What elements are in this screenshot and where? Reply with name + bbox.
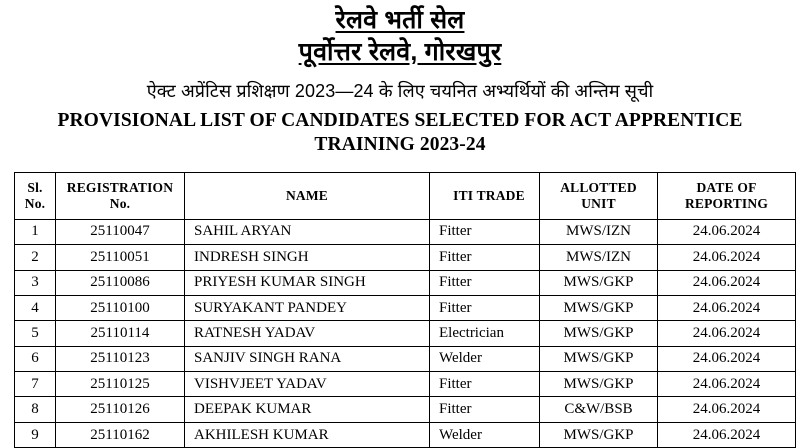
cell-sl: 7 [15, 372, 56, 397]
cell-name: VISHVJEET YADAV [185, 372, 430, 397]
cell-sl: 9 [15, 422, 56, 447]
cell-allotted-unit: MWS/IZN [540, 245, 658, 270]
table-header [15, 172, 796, 219]
cell-name: DEEPAK KUMAR [185, 397, 430, 422]
cell-iti-trade: Electrician [430, 321, 540, 346]
column-header-registration-sub: No. [109, 195, 131, 211]
cell-allotted-unit: MWS/GKP [540, 295, 658, 320]
cell-name: SURYAKANT PANDEY [185, 295, 430, 320]
cell-allotted-unit: MWS/GKP [540, 270, 658, 295]
cell-registration: 25110114 [56, 321, 185, 346]
column-header-iti-trade: ITI TRADE [430, 172, 540, 219]
table-row [15, 372, 796, 397]
table-header-row [15, 172, 796, 219]
table-row [15, 219, 796, 244]
cell-date-of-reporting: 24.06.2024 [658, 295, 796, 320]
table-row [15, 321, 796, 346]
column-header-date-of-reporting [658, 172, 796, 219]
cell-registration: 25110126 [56, 397, 185, 422]
hindi-title-line2: पूर्वोत्तर रेलवे, गोरखपुर [298, 37, 502, 66]
document-header [14, 6, 786, 158]
cell-registration: 25110162 [56, 422, 185, 447]
english-title [14, 109, 786, 158]
column-header-allotted-unit-label: ALLOTTED [560, 179, 637, 195]
table-row [15, 422, 796, 447]
column-header-registration [56, 172, 185, 219]
cell-allotted-unit: MWS/GKP [540, 321, 658, 346]
english-title-line2: TRAINING 2023-24 [314, 134, 486, 156]
cell-iti-trade: Fitter [430, 372, 540, 397]
column-header-sl [15, 172, 56, 219]
cell-sl: 8 [15, 397, 56, 422]
cell-date-of-reporting: 24.06.2024 [658, 270, 796, 295]
table-row [15, 346, 796, 371]
cell-sl: 6 [15, 346, 56, 371]
column-header-allotted-unit-sub: UNIT [581, 195, 616, 211]
cell-allotted-unit: C&W/BSB [540, 397, 658, 422]
cell-registration: 25110100 [56, 295, 185, 320]
english-title-line1: PROVISIONAL LIST OF CANDIDATES SELECTED FOR ACT APPRENTICE [57, 110, 743, 131]
table-body [15, 219, 796, 448]
table-row [15, 397, 796, 422]
column-header-sl-label: Sl. [27, 179, 43, 195]
cell-registration: 25110086 [56, 270, 185, 295]
table-row [15, 295, 796, 320]
cell-iti-trade: Fitter [430, 245, 540, 270]
cell-allotted-unit: MWS/IZN [540, 219, 658, 244]
cell-registration: 25110125 [56, 372, 185, 397]
cell-date-of-reporting: 24.06.2024 [658, 346, 796, 371]
cell-iti-trade: Fitter [430, 397, 540, 422]
cell-name: INDRESH SINGH [185, 245, 430, 270]
cell-name: RATNESH YADAV [185, 321, 430, 346]
cell-date-of-reporting: 24.06.2024 [658, 321, 796, 346]
cell-registration: 25110123 [56, 346, 185, 371]
candidates-table [14, 172, 796, 448]
cell-registration: 25110047 [56, 219, 185, 244]
column-header-name: NAME [185, 172, 430, 219]
cell-registration: 25110051 [56, 245, 185, 270]
hindi-title-line1: रेलवे भर्ती सेल [335, 6, 465, 34]
table-row [15, 245, 796, 270]
cell-iti-trade: Fitter [430, 295, 540, 320]
cell-allotted-unit: MWS/GKP [540, 346, 658, 371]
cell-date-of-reporting: 24.06.2024 [658, 397, 796, 422]
column-header-date-label: DATE OF [696, 179, 757, 195]
cell-date-of-reporting: 24.06.2024 [658, 422, 796, 447]
cell-sl: 2 [15, 245, 56, 270]
cell-allotted-unit: MWS/GKP [540, 372, 658, 397]
column-header-date-sub: REPORTING [684, 195, 769, 211]
cell-iti-trade: Welder [430, 422, 540, 447]
cell-sl: 5 [15, 321, 56, 346]
cell-name: AKHILESH KUMAR [185, 422, 430, 447]
cell-sl: 1 [15, 219, 56, 244]
cell-date-of-reporting: 24.06.2024 [658, 372, 796, 397]
cell-date-of-reporting: 24.06.2024 [658, 245, 796, 270]
cell-sl: 3 [15, 270, 56, 295]
cell-date-of-reporting: 24.06.2024 [658, 219, 796, 244]
table-row [15, 270, 796, 295]
cell-allotted-unit: MWS/GKP [540, 422, 658, 447]
hindi-subtitle: ऐक्ट अप्रेंटिस प्रशिक्षण 2023—24 के लिए चयनित अभ्यर्थियों की अन्तिम सूची [146, 81, 654, 101]
cell-name: SAHIL ARYAN [185, 219, 430, 244]
column-header-sl-sub: No. [24, 195, 46, 211]
cell-iti-trade: Fitter [430, 270, 540, 295]
column-header-registration-label: REGISTRATION [66, 179, 174, 195]
cell-iti-trade: Fitter [430, 219, 540, 244]
cell-sl: 4 [15, 295, 56, 320]
cell-name: SANJIV SINGH RANA [185, 346, 430, 371]
column-header-allotted-unit [540, 172, 658, 219]
cell-name: PRIYESH KUMAR SINGH [185, 270, 430, 295]
cell-iti-trade: Welder [430, 346, 540, 371]
